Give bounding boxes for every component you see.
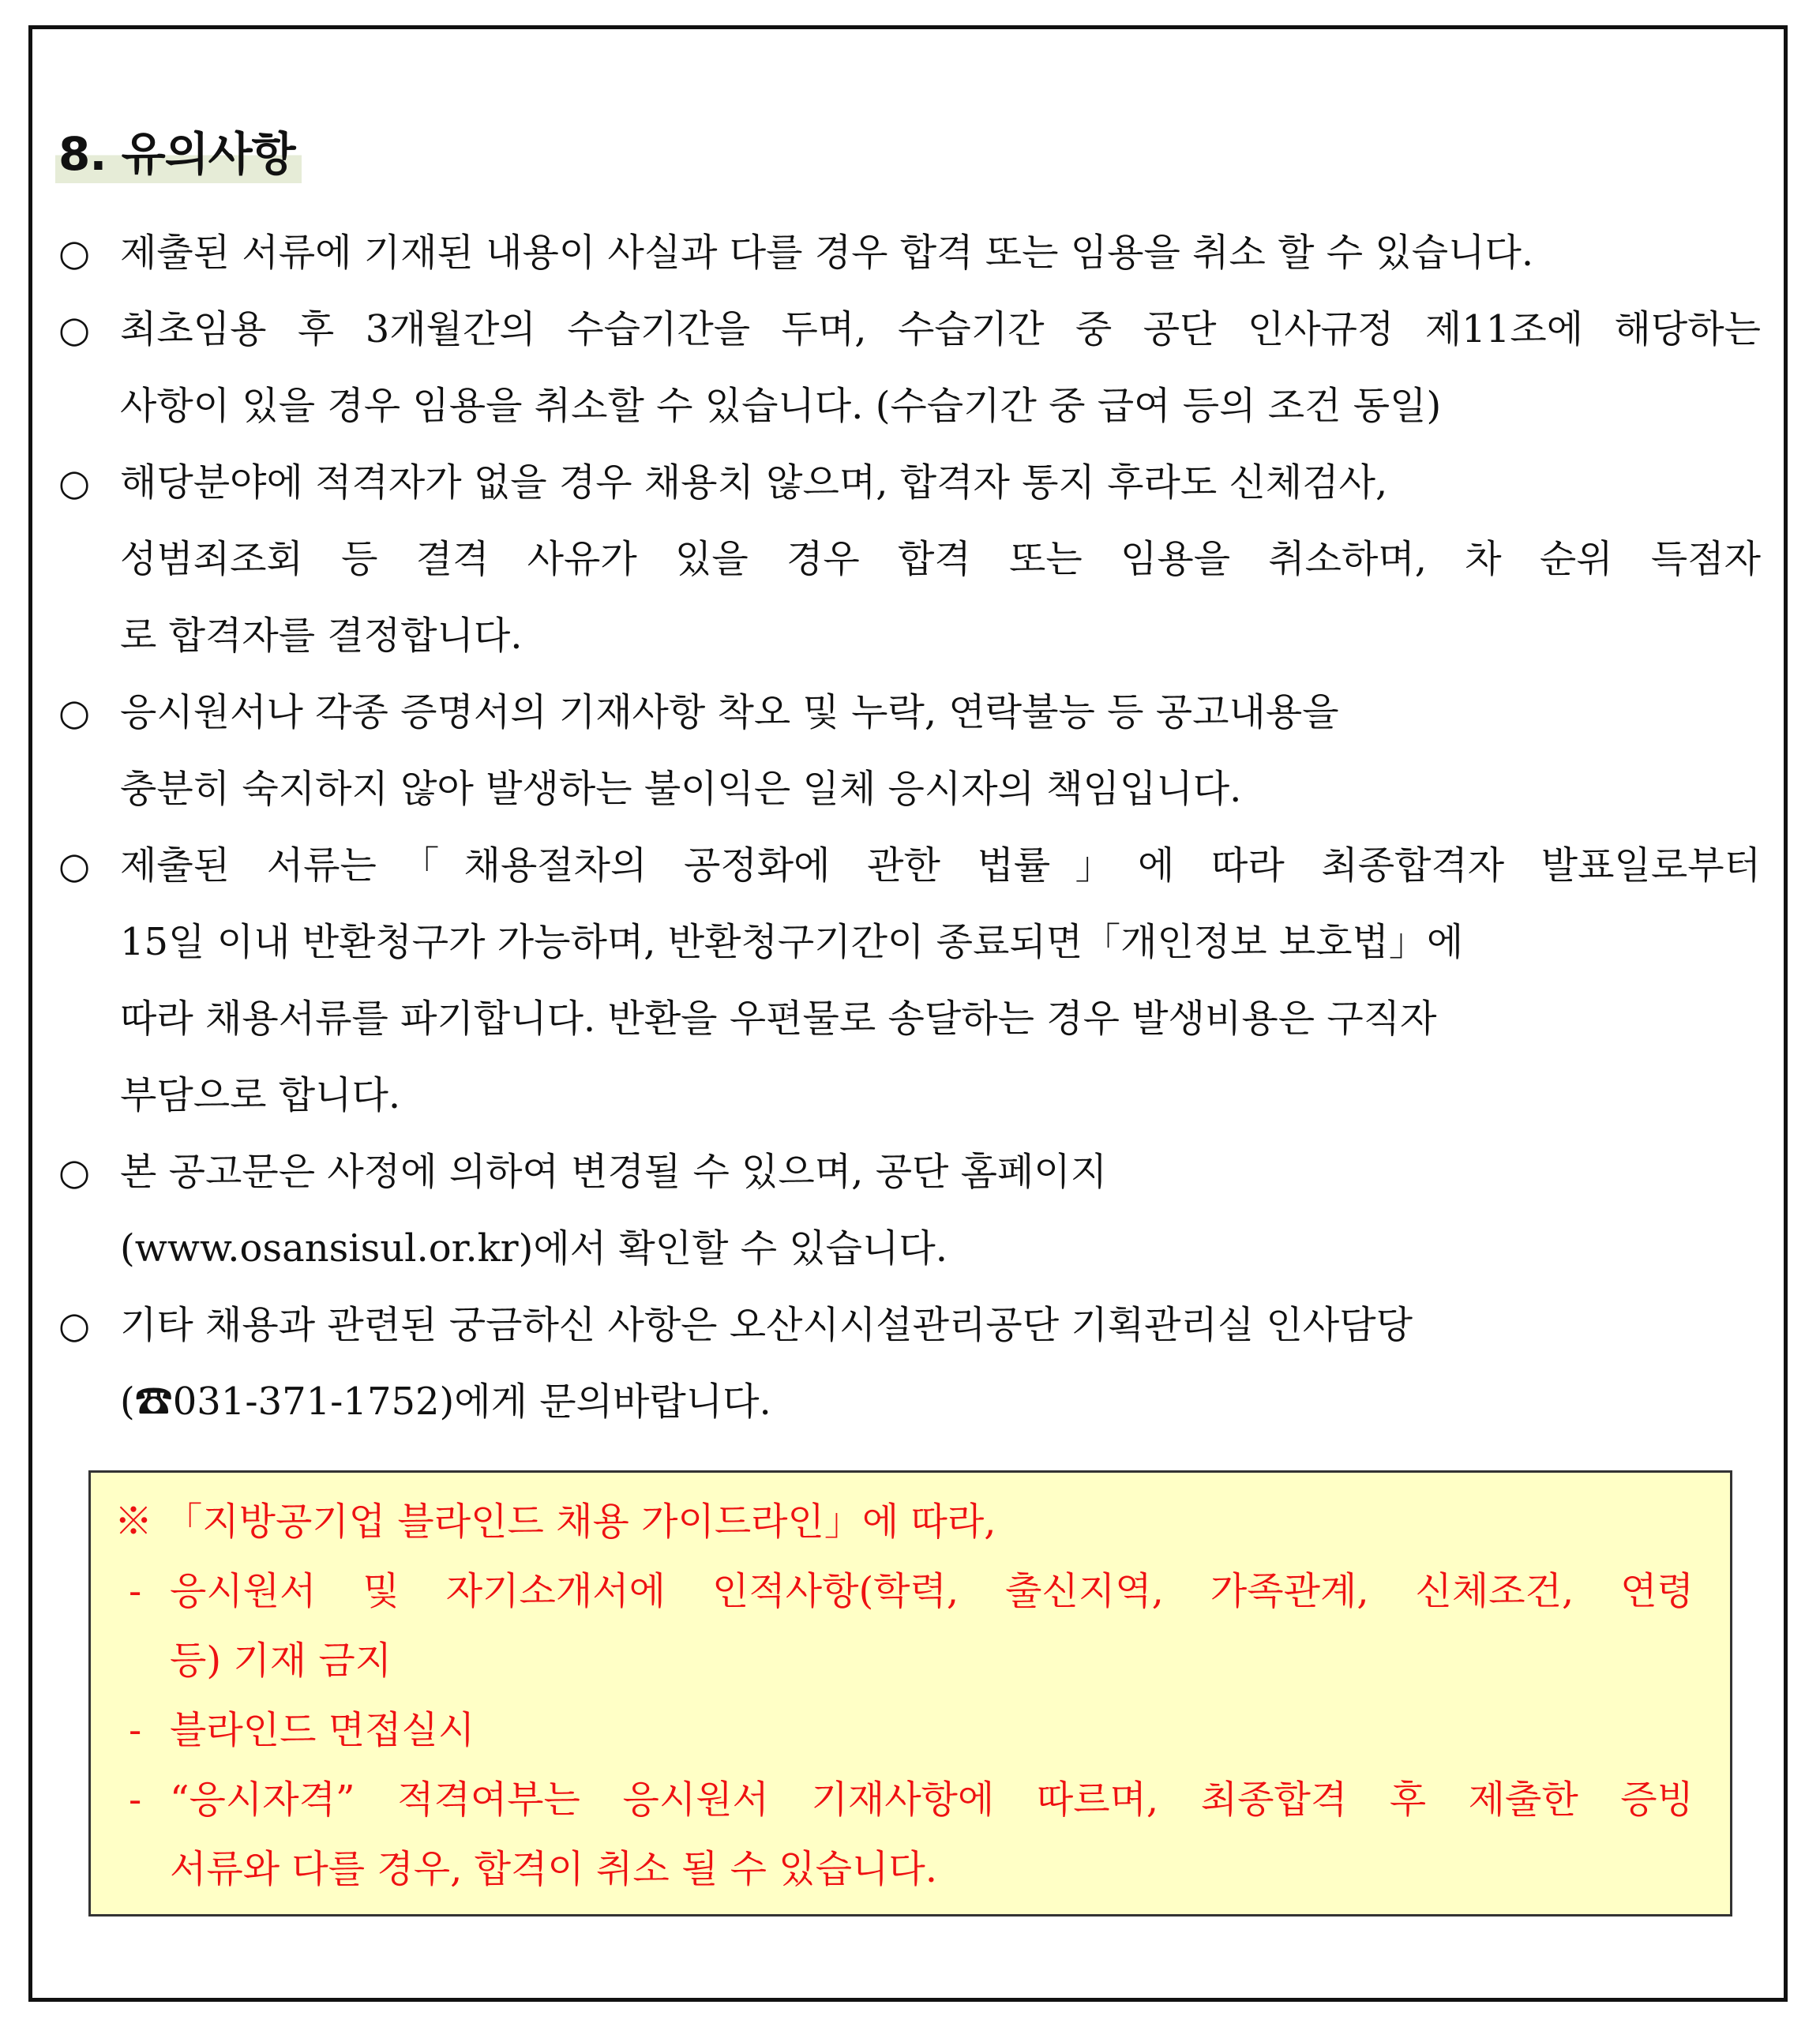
note-item — [55, 291, 1761, 445]
note-line: 사항이 있을 경우 임용을 취소할 수 있습니다. (수습기간 중 급여 등의 조건 동일) — [120, 384, 1442, 428]
notice-item-line: 응시원서 및 자기소개서에 인적사항(학력, 출신지역, 가족관계, 신체조건, 연령 — [170, 1569, 1694, 1613]
note-line: 응시원서나 각종 증명서의 기재사항 착오 및 누락, 연락불능 등 공고내용을 — [120, 690, 1339, 734]
note-line: 제출된 서류에 기재된 내용이 사실과 다를 경우 합격 또는 임용을 취소 할 수 있습니다. — [120, 231, 1534, 275]
note-line: (www.osansisul.or.kr)에서 확인할 수 있습니다. — [120, 1226, 948, 1271]
notice-item-line: “응시자격” 적격여부는 응시원서 기재사항에 따르며, 최종합격 후 제출한 증빙 — [170, 1778, 1694, 1822]
note-item — [55, 674, 1761, 828]
notice-item-line: 등) 기재 금지 — [170, 1639, 392, 1683]
circle-bullet-icon: ○ — [58, 308, 91, 351]
note-line: 기타 채용과 관련된 궁금하신 사항은 오산시시설관리공단 기획관리실 인사담당 — [120, 1303, 1413, 1347]
blind-recruitment-notice-box — [88, 1470, 1732, 1916]
notice-item — [114, 1556, 1694, 1695]
dash-bullet-icon: - — [129, 1569, 142, 1613]
notice-item — [114, 1765, 1694, 1904]
note-item — [55, 828, 1761, 1134]
notice-item-line: 서류와 다를 경우, 합격이 취소 될 수 있습니다. — [170, 1847, 937, 1891]
notice-item-line: 블라인드 면접실시 — [170, 1708, 475, 1752]
circle-bullet-icon: ○ — [58, 844, 91, 887]
notice-item — [114, 1695, 1694, 1765]
note-item — [55, 445, 1761, 674]
note-line: 로 합격자를 결정합니다. — [120, 614, 523, 658]
note-item — [55, 1287, 1761, 1440]
note-item — [55, 215, 1761, 291]
circle-bullet-icon: ○ — [58, 461, 91, 504]
note-line: (☎031-371-1752)에게 문의바랍니다. — [120, 1380, 771, 1424]
note-line: 본 공고문은 사정에 의하여 변경될 수 있으며, 공단 홈페이지 — [120, 1150, 1108, 1194]
note-line: 따라 채용서류를 파기합니다. 반환을 우편물로 송달하는 경우 발생비용은 구직자 — [120, 997, 1437, 1041]
notice-content — [114, 1487, 1694, 1904]
note-item — [55, 1134, 1761, 1287]
circle-bullet-icon: ○ — [58, 691, 91, 734]
section-title: 8. 유의사항 — [55, 125, 302, 183]
note-line: 제출된 서류는「채용절차의 공정화에 관한 법률」에 따라 최종합격자 발표일로부터 — [120, 843, 1761, 888]
circle-bullet-icon: ○ — [58, 231, 91, 274]
note-line: 최초임용 후 3개월간의 수습기간을 두며, 수습기간 중 공단 인사규정 제11조에 해당하는 — [120, 307, 1761, 351]
note-line: 성범죄조회 등 결격 사유가 있을 경우 합격 또는 임용을 취소하며, 차 순위 득점자 — [120, 537, 1761, 581]
dash-bullet-icon: - — [129, 1708, 142, 1752]
dash-bullet-icon: - — [129, 1778, 142, 1822]
notice-heading: ※ 「지방공기업 블라인드 채용 가이드라인」에 따라, — [114, 1500, 996, 1544]
note-line: 부담으로 합니다. — [120, 1073, 401, 1117]
note-line: 15일 이내 반환청구가 가능하며, 반환청구기간이 종료되면「개인정보 보호법」에 — [120, 920, 1464, 964]
circle-bullet-icon: ○ — [58, 1304, 91, 1346]
note-line: 해당분야에 적격자가 없을 경우 채용치 않으며, 합격자 통지 후라도 신체검사, — [120, 460, 1388, 505]
circle-bullet-icon: ○ — [58, 1151, 91, 1193]
note-line: 충분히 숙지하지 않아 발생하는 불이익은 일체 응시자의 책임입니다. — [120, 767, 1242, 811]
notes-list — [55, 215, 1761, 1440]
